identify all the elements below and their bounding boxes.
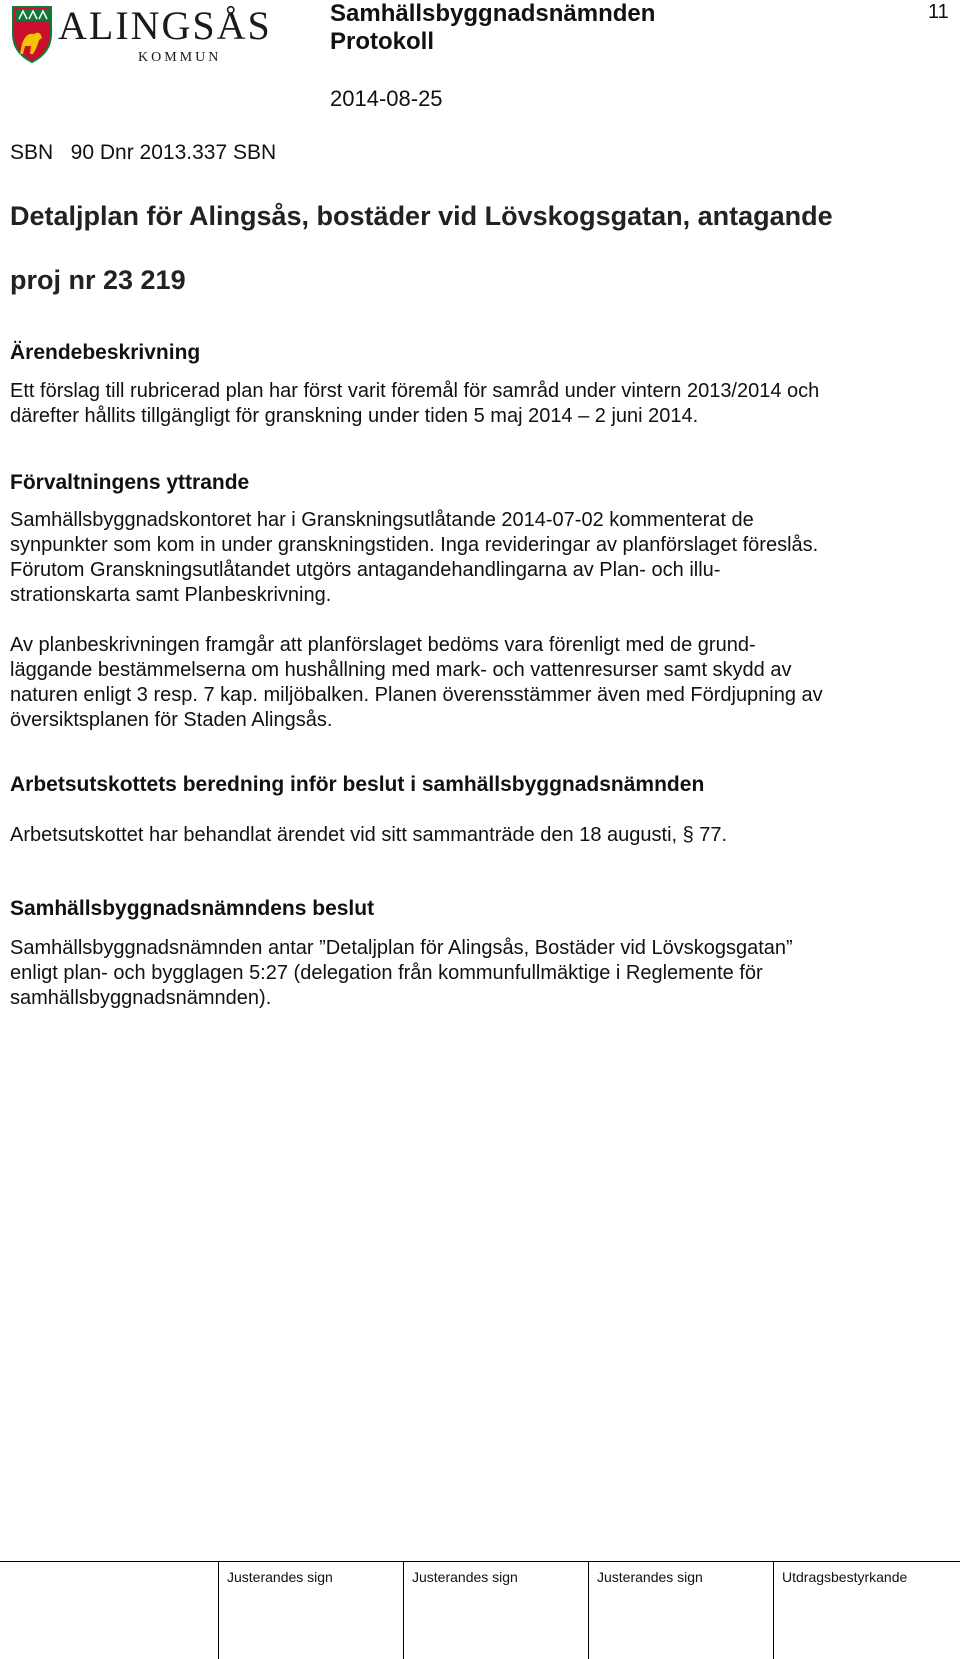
page-title: Detaljplan för Alingsås, bostäder vid Lövskogsgatan, antagande [10,201,833,231]
footer-rule [0,1561,960,1562]
forvaltning-line: Av planbeskrivningen framgår att planförslaget bedöms vara förenligt med de grund- [10,634,756,656]
case-reference: SBN 90 Dnr 2013.337 SBN [10,141,277,164]
page-number: 11 [928,1,949,23]
forvaltning-line: strationskarta samt Planbeskrivning. [10,584,332,606]
header-document-type: Protokoll [330,28,435,55]
footer-label-justerande-3: Justerandes sign [597,1569,703,1585]
heading-arendebeskrivning: Ärendebeskrivning [10,341,201,364]
beslut-line: Samhällsbyggnadsnämnden antar ”Detaljplan för Alingsås, Bostäder vid Lövskogsgatan” [10,937,793,959]
forvaltning-line: synpunkter som kom in under granskningstiden. Inga revideringar av planförslaget föreslås. [10,534,819,556]
coat-of-arms-icon [10,4,54,64]
footer-label-justerande-2: Justerandes sign [412,1569,518,1585]
arende-line: därefter hållits tillgängligt för granskning under tiden 5 maj 2014 – 2 juni 2014. [10,405,699,427]
municipality-logo [10,4,290,66]
footer-label-utdragsbestyrkande: Utdragsbestyrkande [782,1569,908,1585]
header-date: 2014-08-25 [330,86,443,111]
header-organization: Samhällsbyggnadsnämnden [330,0,656,27]
footer-label-justerande-1: Justerandes sign [227,1569,333,1585]
footer-divider [403,1562,404,1659]
forvaltning-line: Samhällsbyggnadskontoret har i Granskningsutlåtande 2014-07-02 kommenterat de [10,509,754,531]
forvaltning-line: Förutom Granskningsutlåtandet utgörs antagandehandlingarna av Plan- och illu- [10,559,721,581]
au-line: Arbetsutskottet har behandlat ärendet vid sitt sammanträde den 18 augusti, § 77. [10,824,728,846]
footer-divider [773,1562,774,1659]
project-number: proj nr 23 219 [10,265,186,295]
footer-divider [218,1562,219,1659]
heading-nämndens-beslut: Samhällsbyggnadsnämndens beslut [10,897,375,920]
beslut-line: enligt plan- och bygglagen 5:27 (delegation från kommunfullmäktige i Reglemente för [10,962,763,984]
footer-divider [588,1562,589,1659]
forvaltning-line: översiktsplanen för Staden Alingsås. [10,709,333,731]
heading-forvaltningens-yttrande: Förvaltningens yttrande [10,471,250,494]
logo-subtitle: KOMMUN [138,50,222,65]
beslut-line: samhällsbyggnadsnämnden). [10,987,272,1009]
arende-line: Ett förslag till rubricerad plan har först varit föremål för samråd under vintern 2013/2014 och [10,380,820,402]
forvaltning-line: läggande bestämmelserna om hushållning med mark- och vattenresurser samt skydd av [10,659,792,681]
logo-wordmark: ALINGSÅS [58,3,272,48]
forvaltning-line: naturen enligt 3 resp. 7 kap. miljöbalken. Planen överensstämmer även med Fördjupning av [10,684,823,706]
heading-arbetsutskottets-beredning: Arbetsutskottets beredning inför beslut i samhällsbyggnadsnämnden [10,773,705,796]
